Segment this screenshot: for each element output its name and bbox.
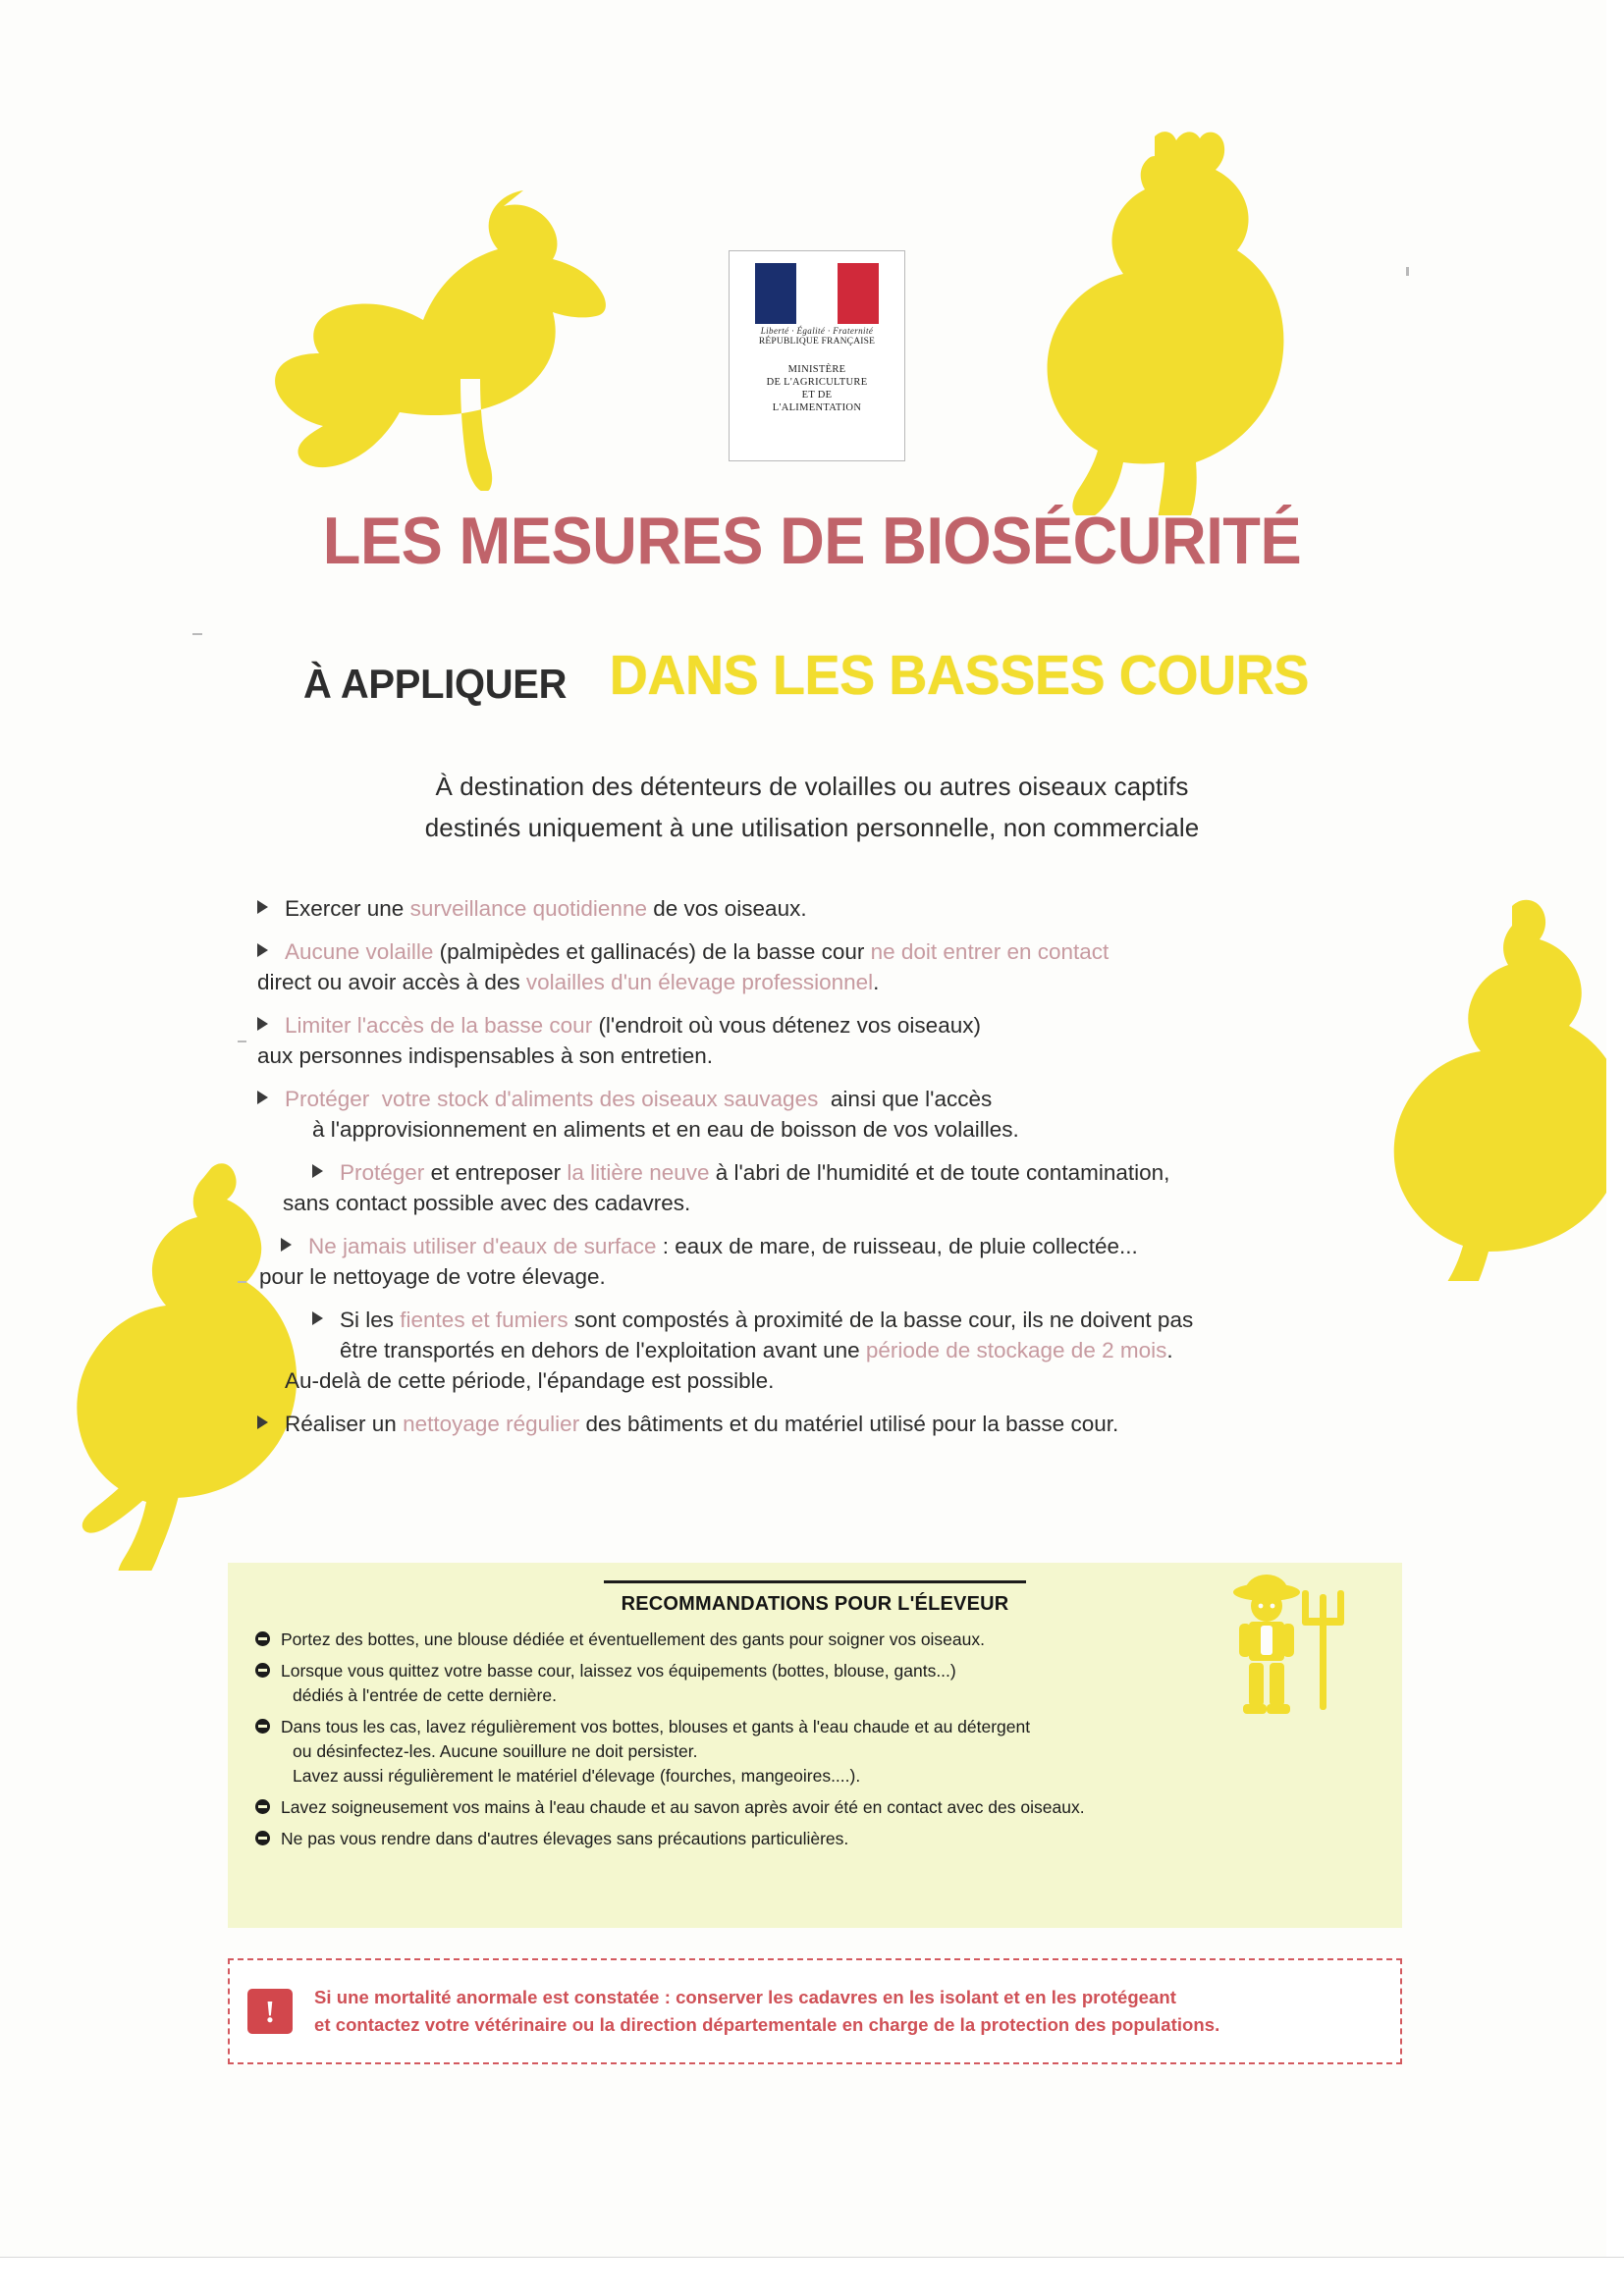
logo-ministry-line1: MINISTÈRE [787, 364, 846, 375]
measure-aucune-volaille-contact-cont: direct ou avoir accès à des volailles d'un élevage professionnel. [257, 970, 880, 994]
measure-proteger-litiere: Protéger et entreposer la litière neuve à l'abri de l'humidité et de toute contamination, [340, 1160, 1170, 1185]
divider [604, 1580, 1026, 1583]
measures-list [257, 893, 1396, 1452]
intro-text [0, 766, 1624, 848]
measure-fientes-fumiers: Si les fientes et fumiers sont compostés à proximité de la basse cour, ils ne doivent pas [340, 1308, 1194, 1332]
recommendations-list [255, 1628, 1375, 1851]
measure-proteger-stock-aliments: Protéger votre stock d'aliments des oiseaux sauvages ainsi que l'accès [285, 1087, 993, 1111]
list-item [255, 1715, 1375, 1789]
intro-line-2: destinés uniquement à une utilisation personnelle, non commerciale [424, 813, 1200, 842]
measure-proteger-litiere-cont: sans contact possible avec des cadavres. [283, 1191, 691, 1215]
measure-nettoyage-regulier: Réaliser un nettoyage régulier des bâtiments et du matériel utilisé pour la basse cour. [285, 1412, 1119, 1436]
list-item [255, 1795, 1375, 1820]
exclamation-glyph: ! [264, 1994, 276, 2029]
triangle-bullet-icon [312, 1311, 323, 1325]
measure-eaux-de-surface-cont: pour le nettoyage de votre élevage. [259, 1264, 606, 1289]
measure-limiter-acces-cont: aux personnes indispensables à son entretien. [257, 1043, 714, 1068]
triangle-bullet-icon [257, 1415, 268, 1429]
reco-equipements-entree-sub: dédiés à l'entrée de cette dernière. [293, 1685, 557, 1705]
reco-autres-elevages: Ne pas vous rendre dans d'autres élevages sans précautions particulières. [281, 1829, 849, 1848]
list-item [257, 936, 1396, 997]
recommendations-title: RECOMMANDATIONS POUR L'ÉLEVEUR [621, 1593, 1009, 1615]
page-subtitle [0, 643, 1624, 708]
scan-artifact [238, 1041, 246, 1042]
french-flag-marianne-icon [755, 263, 879, 324]
list-item [255, 1827, 1375, 1851]
scan-artifact [192, 633, 202, 635]
reco-bottes-blouse-gants: Portez des bottes, une blouse dédiée et éventuellement des gants pour soigner vos oiseaux. [281, 1629, 985, 1649]
measure-surveillance-quotidienne: Exercer une surveillance quotidienne de vos oiseaux. [285, 896, 807, 921]
arrow-dot-icon [255, 1719, 270, 1734]
triangle-bullet-icon [312, 1164, 323, 1178]
triangle-bullet-icon [257, 1017, 268, 1031]
list-item [259, 1231, 1396, 1292]
measure-fientes-fumiers-cont: être transportés en dehors de l'exploitation avant une période de stockage de 2 mois. [340, 1338, 1173, 1362]
page-title: LES MESURES DE BIOSÉCURITÉ [322, 504, 1302, 578]
logo-devise: Liberté · Égalité · Fraternité [760, 326, 874, 336]
intro-line-1: À destination des détenteurs de volailles ou autres oiseaux captifs [435, 772, 1189, 801]
scan-artifact [238, 1281, 246, 1283]
arrow-dot-icon [255, 1831, 270, 1845]
logo-ministry-line4: L'ALIMENTATION [772, 402, 862, 413]
measure-fientes-fumiers-cont2: Au-delà de cette période, l'épandage est possible. [285, 1368, 775, 1393]
arrow-dot-icon [255, 1799, 270, 1814]
measure-limiter-acces: Limiter l'accès de la basse cour (l'endroit où vous détenez vos oiseaux) [285, 1013, 981, 1038]
reco-lavage-materiel-sub: ou désinfectez-les. Aucune souillure ne doit persister. [293, 1741, 698, 1761]
logo-ministry-line2: DE L'AGRICULTURE [766, 377, 868, 388]
list-item [257, 1010, 1396, 1071]
arrow-dot-icon [255, 1663, 270, 1678]
reco-lavage-materiel-sub2: Lavez aussi régulièrement le matériel d'élevage (fourches, mangeoires....). [293, 1766, 861, 1786]
list-item [255, 1628, 1375, 1652]
subtitle-right: DANS LES BASSES COURS [610, 644, 1310, 707]
list-item [257, 893, 1396, 924]
reco-lavage-mains: Lavez soigneusement vos mains à l'eau chaude et au savon après avoir été en contact avec des oiseaux. [281, 1797, 1085, 1817]
ministry-logo [729, 250, 905, 461]
recommendations-box [228, 1563, 1402, 1928]
list-item [257, 1409, 1396, 1439]
measure-eaux-de-surface: Ne jamais utiliser d'eaux de surface : eaux de mare, de ruisseau, de pluie collectée... [308, 1234, 1138, 1258]
list-item [283, 1157, 1396, 1218]
exclamation-icon [247, 1989, 293, 2034]
triangle-bullet-icon [257, 943, 268, 957]
triangle-bullet-icon [257, 900, 268, 914]
list-item [255, 1659, 1375, 1708]
logo-republic: RÉPUBLIQUE FRANÇAISE [758, 337, 876, 347]
warning-line-1: Si une mortalité anormale est constatée : conserver les cadavres en les isolant et en les protégeant [314, 1987, 1176, 2007]
triangle-bullet-icon [281, 1238, 292, 1252]
scan-artifact [1406, 267, 1409, 276]
warning-line-2: et contactez votre vétérinaire ou la direction départementale en charge de la protection des populations. [314, 2014, 1220, 2035]
logo-ministry-line3: ET DE [801, 390, 833, 400]
triangle-bullet-icon [257, 1091, 268, 1104]
subtitle-left: À APPLIQUER [303, 661, 568, 707]
scan-edge-bottom [0, 2257, 1624, 2296]
measure-aucune-volaille-contact: Aucune volaille (palmipèdes et gallinacés) de la basse cour ne doit entrer en contact [285, 939, 1110, 964]
list-item [257, 1084, 1396, 1145]
reco-equipements-entree: Lorsque vous quittez votre basse cour, laissez vos équipements (bottes, blouse, gants...) [281, 1661, 956, 1681]
turkey-silhouette-icon [1365, 888, 1624, 1281]
reco-lavage-materiel: Dans tous les cas, lavez régulièrement vos bottes, blouses et gants à l'eau chaude et au détergent [281, 1717, 1031, 1736]
hen-silhouette-icon [982, 123, 1326, 515]
arrow-dot-icon [255, 1631, 270, 1646]
duck-silhouette-icon [250, 187, 614, 491]
measure-proteger-stock-aliments-cont: à l'approvisionnement en aliments et en eau de boisson de vos volailles. [312, 1117, 1019, 1142]
mortality-warning-box [228, 1958, 1402, 2064]
scan-edge-right [1606, 0, 1624, 2296]
list-item [285, 1305, 1396, 1396]
warning-text [314, 1984, 1219, 2039]
